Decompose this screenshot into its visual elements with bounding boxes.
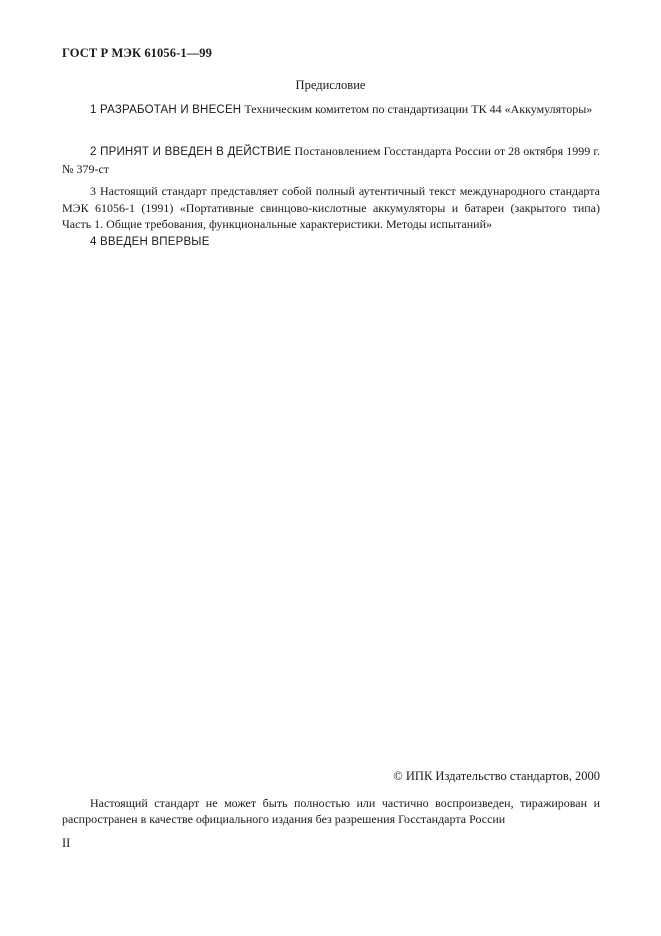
paragraph-3 <box>62 183 600 233</box>
document-header: ГОСТ Р МЭК 61056-1—99 <box>62 46 212 60</box>
paragraph-2 <box>62 143 600 177</box>
page-title: Предисловие <box>295 78 366 92</box>
paragraph-4 <box>62 233 600 251</box>
paragraph-1 <box>62 101 600 119</box>
paragraph-4-lead: 4 ВВЕДЕН ВПЕРВЫЕ <box>90 236 210 248</box>
reproduction-notice: Настоящий стандарт не может быть полностью или частично воспроизведен, тиражирован и распространен в качестве официального издания без разрешения Госстандарта России <box>62 796 600 826</box>
page-number: II <box>62 836 71 850</box>
paragraph-2-text: Постановлением Госстандарта России от 28 октября 1999 г. № 379-ст <box>62 144 600 176</box>
paragraph-2-lead: 2 ПРИНЯТ И ВВЕДЕН В ДЕЙСТВИЕ <box>90 146 292 158</box>
copyright-line: © ИПК Издательство стандартов, 2000 <box>393 769 600 783</box>
paragraph-1-lead: 1 РАЗРАБОТАН И ВНЕСЕН <box>90 104 242 116</box>
paragraph-1-text: Техническим комитетом по стандартизации ТК 44 «Аккумуляторы» <box>241 102 593 116</box>
paragraph-3-text: 3 Настоящий стандарт представляет собой полный аутентичный текст международного стандарта МЭК 61056-1 (1991) «Портативные свинцово-кислотные аккумуляторы и батареи (закрытого типа) Часть 1. Общие требования, функциональные характеристики. Методы испытаний» <box>62 184 600 231</box>
